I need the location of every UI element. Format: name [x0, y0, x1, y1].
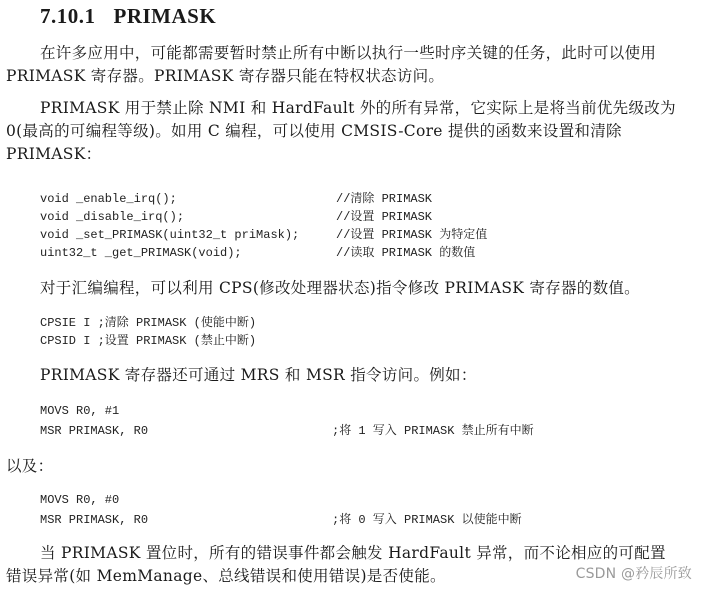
code-line: MSR PRIMASK, R0: [40, 424, 149, 438]
code-line: void _disable_irq();: [40, 210, 185, 224]
code-comment: //读取 PRIMASK 的数值: [336, 246, 476, 260]
code-comment: //清除 PRIMASK: [336, 192, 433, 206]
paragraph-5: 以及：: [6, 457, 54, 475]
section-number: 7.10.1: [40, 4, 96, 28]
code-line: void _set_PRIMASK(uint32_t priMask);: [40, 228, 300, 242]
code-line: uint32_t _get_PRIMASK(void);: [40, 246, 242, 260]
section-heading: [40, 4, 216, 29]
paragraph-6: 当 PRIMASK 置位时，所有的错误事件都会触发 HardFault 异常，而不论相应的可配置 错误异常(如 MemManage、总线错误和使用错误)是否使能。: [6, 544, 666, 585]
code-line: MOVS R0, #0: [40, 493, 120, 507]
code-block-cps: [40, 314, 680, 350]
code-line: MSR PRIMASK, R0: [40, 513, 149, 527]
code-comment: //设置 PRIMASK: [336, 210, 433, 224]
code-comment: ;将 0 写入 PRIMASK 以使能中断: [332, 513, 522, 527]
watermark: CSDN @矜辰所致: [575, 566, 692, 582]
code-line: MOVS R0, #1: [40, 404, 120, 418]
paragraph-4: PRIMASK 寄存器还可通过 MRS 和 MSR 指令访问。例如：: [40, 366, 477, 384]
code-line: CPSIE I ;清除 PRIMASK (使能中断): [40, 316, 257, 330]
code-comment: //设置 PRIMASK 为特定值: [336, 228, 488, 242]
paragraph-1: 在许多应用中，可能都需要暂时禁止所有中断以执行一些时序关键的任务，此时可以使用 PRIMASK 寄存器。PRIMASK 寄存器只能在特权状态访问。: [6, 44, 657, 85]
code-block-msr-1: [40, 402, 680, 442]
paragraph-2: PRIMASK 用于禁止除 NMI 和 HardFault 外的所有异常，它实际上是将当前优先级改为 0(最高的可编程等级)。如用 C 编程，可以使用 CMSIS-Core 提供的函数来设置和清除 PRIMASK：: [6, 99, 676, 163]
code-line: void _enable_irq();: [40, 192, 177, 206]
code-block-c: [40, 190, 680, 266]
code-line: CPSID I ;设置 PRIMASK (禁止中断): [40, 334, 257, 348]
code-comment: ;将 1 写入 PRIMASK 禁止所有中断: [332, 424, 534, 438]
paragraph-3: 对于汇编编程，可以利用 CPS(修改处理器状态)指令修改 PRIMASK 寄存器的数值。: [40, 279, 640, 297]
section-title: PRIMASK: [113, 4, 217, 28]
code-block-msr-0: [40, 491, 680, 531]
